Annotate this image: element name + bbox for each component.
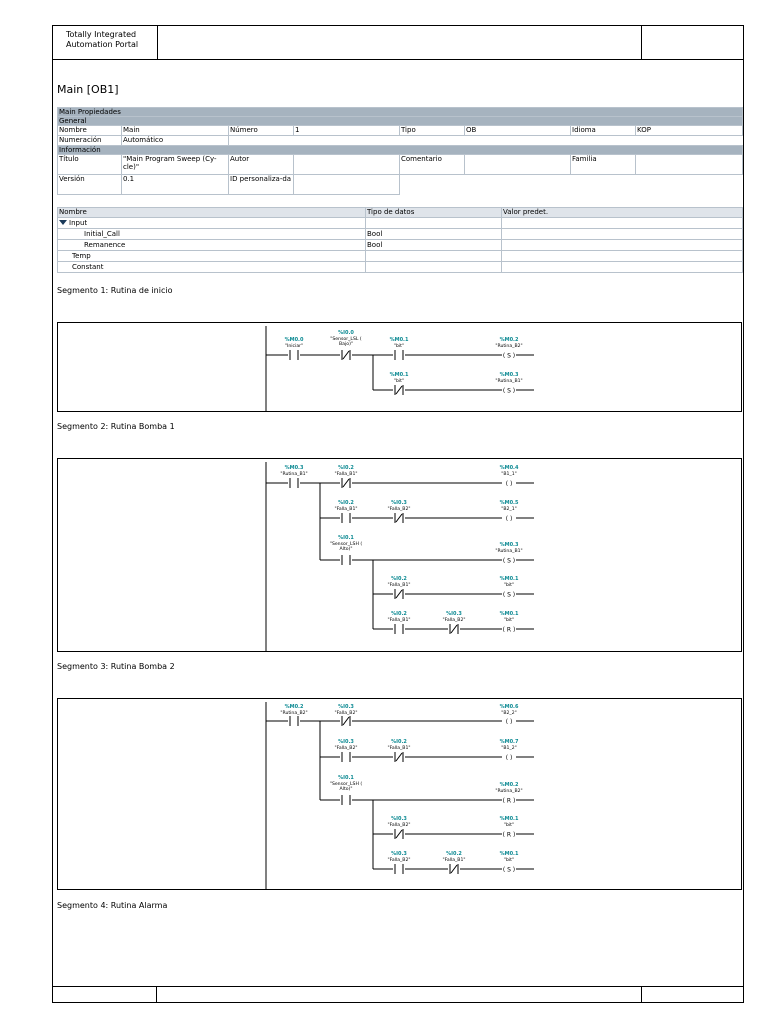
- contact-nc: [340, 478, 352, 488]
- addr: %I0.3: [391, 816, 407, 822]
- iface-h-valor: Valor predet.: [502, 208, 743, 218]
- sym: "bit": [393, 344, 405, 349]
- ladder-diagram-1: [58, 323, 743, 413]
- addr: %M0.1: [499, 816, 519, 822]
- idp-label: ID personaliza-da: [229, 175, 294, 195]
- sym: "B2_2": [501, 711, 517, 716]
- sym: "Falla_B1": [387, 746, 411, 751]
- addr: %M0.5: [499, 500, 519, 506]
- coil: [502, 385, 516, 395]
- coil: [502, 864, 516, 874]
- iface-remanence-type: Bool: [366, 240, 502, 251]
- props-general: General: [58, 117, 743, 126]
- sym: "Falla_B1": [442, 858, 466, 863]
- contact-no: [340, 513, 352, 523]
- addr: %M0.1: [499, 611, 519, 617]
- contact-no: [340, 555, 352, 565]
- sym: "Sensor_LSL (: [330, 337, 362, 342]
- addr: %I0.2: [391, 739, 407, 745]
- sym: "Rutina_B1": [495, 379, 523, 384]
- svg-text:( S ): ( S ): [502, 866, 516, 874]
- sym: "Rutina_B2": [280, 711, 308, 716]
- sym: "Falla_B2": [387, 823, 411, 828]
- iface-initial-call-type: Bool: [366, 229, 502, 240]
- titulo-label: Título: [58, 155, 122, 175]
- sym: "bit": [503, 823, 515, 828]
- addr: %M0.1: [499, 851, 519, 857]
- contact-nc: [393, 589, 405, 599]
- properties-table: [57, 107, 743, 195]
- sym: "Falla_B2": [387, 507, 411, 512]
- table-row: [58, 229, 743, 240]
- interface-table: [57, 207, 743, 273]
- sym: "Falla_B1": [334, 472, 358, 477]
- contact-nc: [393, 752, 405, 762]
- iface-remanence: Remanence: [58, 240, 366, 251]
- addr: %M0.1: [499, 576, 519, 582]
- idp-value: [294, 175, 400, 195]
- tipo-label: Tipo: [400, 126, 465, 136]
- segment-4-title: Segmento 4: Rutina Alarma: [57, 901, 168, 910]
- coil: [502, 350, 516, 360]
- footer-divider: [641, 987, 642, 1002]
- sym: "Falla_B2": [334, 711, 358, 716]
- addr: %M0.4: [499, 465, 519, 471]
- addr: %M0.3: [499, 372, 519, 378]
- sym: "Sensor_LSH (: [329, 782, 363, 787]
- collapse-triangle-icon[interactable]: [59, 220, 67, 225]
- addr: %M0.2: [499, 337, 519, 343]
- sym: "bit": [503, 618, 515, 623]
- sym: "Falla_B1": [387, 618, 411, 623]
- sym: "Rutina_B1": [495, 549, 523, 554]
- addr: %M0.0: [284, 337, 304, 343]
- sym: "Falla_B2": [387, 858, 411, 863]
- addr: %I0.3: [391, 851, 407, 857]
- addr: %M0.3: [499, 542, 519, 548]
- addr: %I0.2: [446, 851, 462, 857]
- svg-text:( R ): ( R ): [502, 797, 516, 805]
- coil: [502, 829, 516, 839]
- header-line2: Automation Portal: [66, 40, 139, 49]
- contact-no: [340, 752, 352, 762]
- coil: [502, 555, 516, 565]
- nombre-label: Nombre: [58, 126, 122, 136]
- addr: %I0.2: [391, 576, 407, 582]
- sym: "B1_1": [501, 472, 517, 477]
- coil: [502, 589, 516, 599]
- sym: "Falla_B2": [334, 746, 358, 751]
- header-logo-cell: [53, 26, 158, 59]
- addr: %I0.3: [338, 704, 354, 710]
- sym: "Falla_B1": [334, 507, 358, 512]
- addr: %M0.1: [389, 337, 409, 343]
- addr: %I0.2: [338, 500, 354, 506]
- svg-text:( ): ( ): [505, 718, 513, 726]
- addr: %I0.3: [446, 611, 462, 617]
- contact-no: [288, 350, 300, 360]
- addr: %I0.2: [391, 611, 407, 617]
- ladder-diagram-2: [58, 459, 743, 653]
- addr: %M0.1: [389, 372, 409, 378]
- table-row: [58, 218, 743, 229]
- iface-initial-call: Initial_Call: [58, 229, 366, 240]
- iface-temp: Temp: [58, 251, 366, 262]
- contact-nc: [340, 716, 352, 726]
- autor-value: [294, 155, 400, 175]
- header-divider: [641, 26, 642, 59]
- titulo-value: "Main Program Sweep (Cy-cle)": [122, 155, 229, 175]
- sym: "Iniciar": [284, 344, 304, 349]
- sym: "Rutina_B2": [495, 344, 523, 349]
- header-brand: [66, 30, 138, 50]
- svg-text:( ): ( ): [505, 754, 513, 762]
- contact-nc: [393, 385, 405, 395]
- contact-no: [288, 716, 300, 726]
- familia-value: [636, 155, 743, 175]
- numeracion-label: Numeración: [58, 136, 122, 146]
- coil: [502, 624, 516, 634]
- numero-value: 1: [294, 126, 400, 136]
- iface-input: Input: [69, 219, 88, 227]
- props-informacion: Información: [58, 146, 743, 155]
- addr: %M0.7: [499, 739, 519, 745]
- footer-divider: [156, 987, 157, 1002]
- table-row: [58, 240, 743, 251]
- sym: "Sensor_LSH (: [329, 542, 363, 547]
- sym: "B1_2": [501, 746, 517, 751]
- svg-text:( R ): ( R ): [502, 831, 516, 839]
- version-label: Versión: [58, 175, 122, 195]
- contact-no: [393, 864, 405, 874]
- contact-nc: [448, 864, 460, 874]
- addr: %I0.2: [338, 465, 354, 471]
- sym: "bit": [503, 583, 515, 588]
- sym: "bit": [503, 858, 515, 863]
- sym: Alto)": [339, 547, 353, 552]
- numero-label: Número: [229, 126, 294, 136]
- sym: "Rutina_B2": [495, 789, 523, 794]
- props-title: Main Propiedades: [58, 108, 743, 117]
- coil: [502, 478, 516, 488]
- segment-2-box: [57, 458, 742, 652]
- sym: "Falla_B2": [442, 618, 466, 623]
- nombre-value: Main: [122, 126, 229, 136]
- svg-text:( S ): ( S ): [502, 591, 516, 599]
- comentario-label: Comentario: [400, 155, 465, 175]
- table-row: [58, 262, 743, 273]
- contact-nc: [448, 624, 460, 634]
- addr: %I0.1: [338, 535, 354, 541]
- coil: [502, 795, 516, 805]
- svg-text:( ): ( ): [505, 480, 513, 488]
- table-row: [58, 251, 743, 262]
- sym: "B2_1": [501, 507, 517, 512]
- footer: [52, 986, 744, 1003]
- iface-h-nombre: Nombre: [58, 208, 366, 218]
- addr: %I0.3: [391, 500, 407, 506]
- contact-nc: [393, 829, 405, 839]
- contact-no: [393, 624, 405, 634]
- version-value: 0.1: [122, 175, 229, 195]
- svg-text:( S ): ( S ): [502, 557, 516, 565]
- segment-3-box: [57, 698, 742, 890]
- coil: [502, 513, 516, 523]
- numeracion-value: Automático: [122, 136, 229, 146]
- contact-nc: [393, 513, 405, 523]
- segment-3-title: Segmento 3: Rutina Bomba 2: [57, 662, 175, 671]
- addr: %I0.1: [338, 775, 354, 781]
- svg-text:( R ): ( R ): [502, 626, 516, 634]
- sym: "bit": [393, 379, 405, 384]
- svg-text:( S ): ( S ): [502, 352, 516, 360]
- sym: Bajo)": [339, 342, 353, 347]
- addr: %M0.3: [284, 465, 304, 471]
- addr: %I0.0: [338, 330, 354, 336]
- familia-label: Familia: [571, 155, 636, 175]
- sym: "Rutina_B1": [280, 472, 308, 477]
- addr: %M0.2: [284, 704, 304, 710]
- addr: %I0.3: [338, 739, 354, 745]
- contact-no: [340, 795, 352, 805]
- autor-label: Autor: [229, 155, 294, 175]
- comentario-value: [465, 155, 571, 175]
- idioma-label: Idioma: [571, 126, 636, 136]
- iface-h-tipo: Tipo de datos: [366, 208, 502, 218]
- segment-1-box: [57, 322, 742, 412]
- contact-no: [288, 478, 300, 488]
- svg-text:( ): ( ): [505, 515, 513, 523]
- block-title: Main [OB1]: [57, 83, 119, 96]
- contact-nc: [340, 350, 352, 360]
- header-line1: Totally Integrated: [66, 30, 137, 39]
- contact-no: [393, 350, 405, 360]
- coil: [502, 716, 516, 726]
- segment-2-title: Segmento 2: Rutina Bomba 1: [57, 422, 175, 431]
- addr: %M0.6: [499, 704, 519, 710]
- iface-constant: Constant: [58, 262, 366, 273]
- ladder-diagram-3: [58, 699, 743, 891]
- coil: [502, 752, 516, 762]
- tipo-value: OB: [465, 126, 571, 136]
- sym: Alto)": [339, 787, 353, 792]
- segment-1-title: Segmento 1: Rutina de inicio: [57, 286, 173, 295]
- sym: "Falla_B1": [387, 583, 411, 588]
- idioma-value: KOP: [636, 126, 743, 136]
- header: [52, 25, 744, 60]
- addr: %M0.2: [499, 782, 519, 788]
- svg-text:( S ): ( S ): [502, 387, 516, 395]
